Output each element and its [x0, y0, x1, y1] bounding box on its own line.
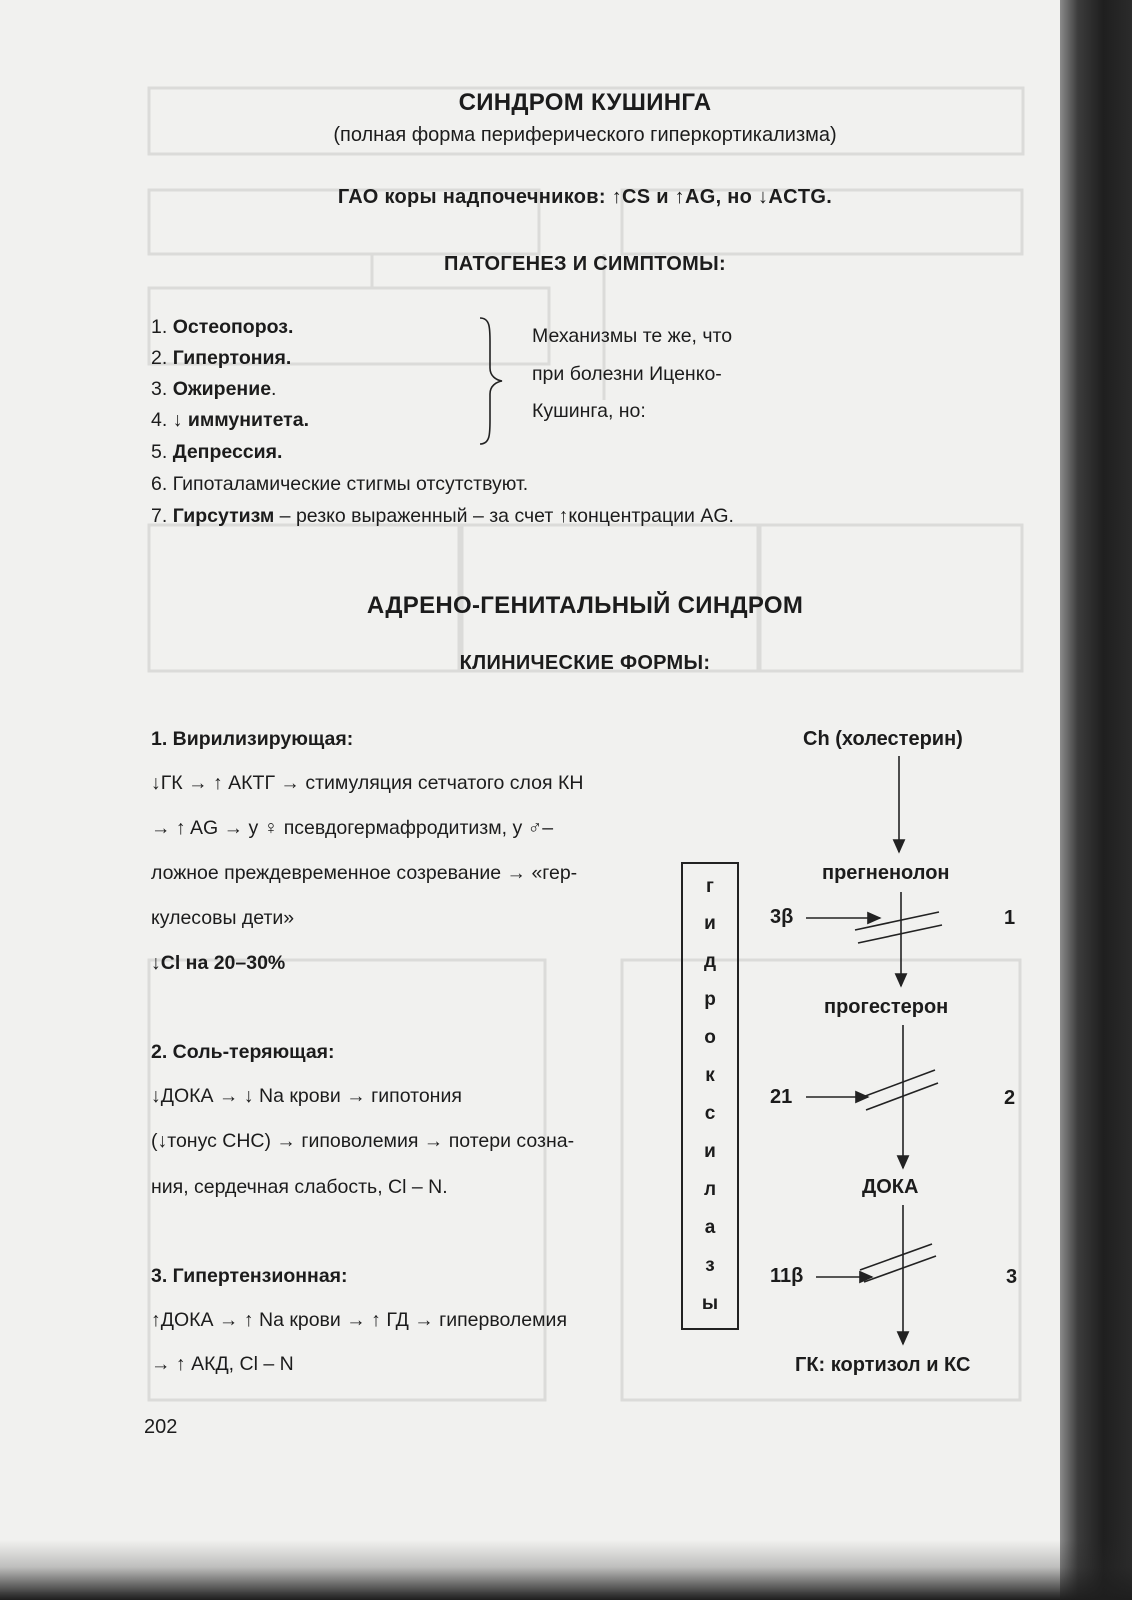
form-text-line: → ↑ АКД, Cl – N: [151, 1353, 294, 1375]
form-text-line: ↑ДОКА → ↑ Na крови → ↑ ГД → гиперволемия: [151, 1309, 568, 1331]
mechanism-line: Механизмы те же, что: [532, 325, 733, 347]
form-heading: 2. Соль-теряющая:: [151, 1041, 335, 1063]
symptom-item: 7. Гирсутизм – резко выраженный – за счет ↑концентрации AG.: [151, 505, 734, 527]
symptom-item: 1. Остеопороз.: [151, 316, 294, 338]
form-heading: 3. Гипертензионная:: [151, 1265, 348, 1287]
vertical-letter: с: [704, 1103, 716, 1124]
gao-line: ГАО коры надпочечников: ↑CS и ↑AG, но ↓ACTG.: [337, 186, 833, 208]
enzyme-label: 11β: [770, 1265, 804, 1287]
cushing-title: СИНДРОМ КУШИНГА: [458, 89, 712, 116]
form-text-line: → ↑ AG → у ♀ псевдогермафродитизм, у ♂–: [151, 817, 554, 839]
form-text-line: ↓ДОКА → ↓ Na крови → гипотония: [151, 1085, 462, 1107]
cushing-subtitle: (полная форма периферического гиперкортикализма): [333, 124, 837, 146]
block-number: 1: [1004, 907, 1016, 929]
form-text-line: ложное преждевременное созревание → «гер-: [151, 862, 578, 884]
vertical-letter: з: [705, 1255, 715, 1276]
symptom-item: 3. Ожирение.: [151, 378, 277, 400]
symptom-item: 2. Гипертония.: [151, 347, 292, 369]
vertical-letter: о: [704, 1027, 716, 1048]
form-heading: 1. Вирилизирующая:: [151, 728, 354, 750]
form-text-line: ния, сердечная слабость, Cl – N.: [151, 1176, 448, 1198]
page-number: 202: [144, 1416, 178, 1438]
vertical-letter: а: [704, 1217, 716, 1238]
node-glucocorticoids: ГК: кортизол и КС: [795, 1354, 971, 1376]
mechanism-line: Кушинга, но:: [532, 400, 646, 422]
cl-line: ↓Cl на 20–30%: [151, 952, 286, 974]
vertical-letter: и: [704, 1141, 716, 1162]
vertical-letter: к: [705, 1065, 715, 1086]
ags-title: АДРЕНО-ГЕНИТАЛЬНЫЙ СИНДРОМ: [366, 592, 804, 619]
vertical-letter: р: [704, 989, 716, 1010]
enzyme-label: 21: [770, 1086, 793, 1108]
node-pregnenolone: прегненолон: [822, 862, 950, 884]
node-cholesterol: Ch (холестерин): [803, 728, 963, 750]
vertical-letter: г: [706, 876, 714, 897]
vertical-letter: д: [703, 951, 717, 972]
form-text-line: кулесовы дети»: [151, 907, 295, 929]
enzyme-label: 3β: [770, 906, 794, 928]
bottom-edge-shadow: [0, 1540, 1132, 1600]
form-text-line: ↓ГК → ↑ АКТГ → стимуляция сетчатого слоя КН: [151, 772, 584, 794]
mechanism-line: при болезни Иценко-: [532, 363, 722, 385]
form-text-line: (↓тонус СНС) → гиповолемия → потери созна-: [151, 1130, 575, 1152]
clinical-forms-heading: КЛИНИЧЕСКИЕ ФОРМЫ:: [459, 652, 711, 674]
block-number: 3: [1006, 1266, 1018, 1288]
symptom-item: 6. Гипоталамические стигмы отсутствуют.: [151, 473, 529, 495]
symptom-item: 5. Депрессия.: [151, 441, 283, 463]
node-progesterone: прогестерон: [824, 996, 949, 1018]
pathogenesis-heading: ПАТОГЕНЕЗ И СИМПТОМЫ:: [444, 253, 726, 275]
vertical-letter: и: [704, 913, 716, 934]
node-doka: ДОКА: [862, 1176, 919, 1198]
block-number: 2: [1004, 1087, 1016, 1109]
vertical-letter: л: [703, 1179, 717, 1200]
vertical-letter: ы: [701, 1293, 719, 1314]
symptom-item: 4. ↓ иммунитета.: [151, 409, 309, 431]
